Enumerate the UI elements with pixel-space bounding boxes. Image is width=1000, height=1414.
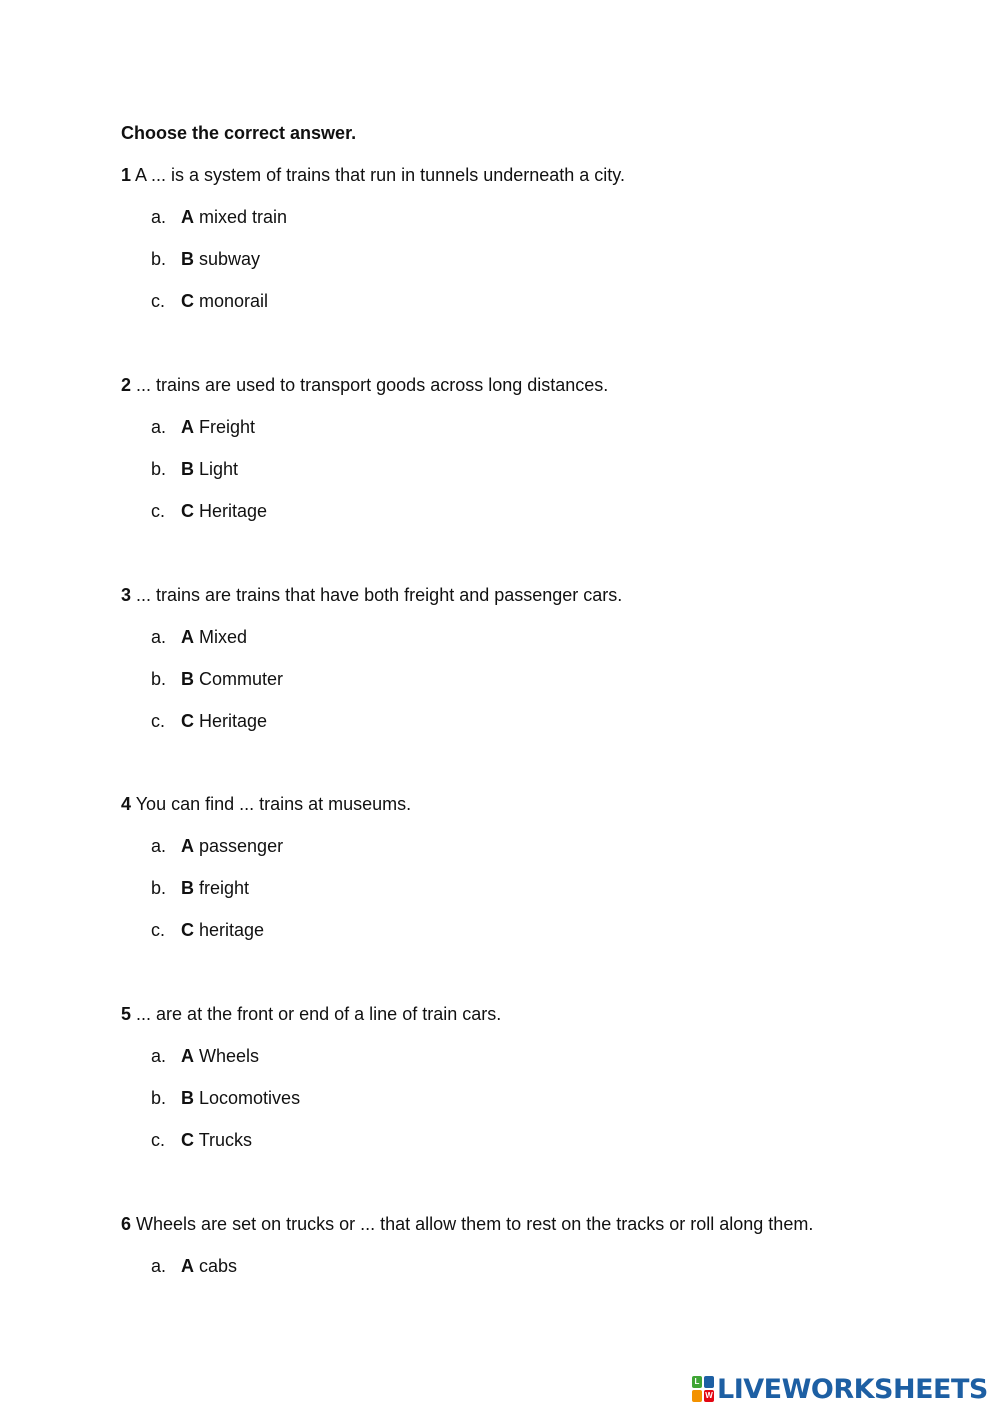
option-letter: A <box>181 836 194 856</box>
option-text: Light <box>199 459 239 479</box>
logo-icon-tile: W <box>705 1391 713 1400</box>
option-text: heritage <box>199 920 265 940</box>
option-letter: B <box>181 459 194 479</box>
option-text: Freight <box>199 417 256 437</box>
option-b[interactable] <box>121 247 941 271</box>
option-marker: b. <box>151 669 167 689</box>
option-letter: A <box>181 1046 194 1066</box>
option-text: Commuter <box>199 669 284 689</box>
option-marker: b. <box>151 249 167 269</box>
option-text: freight <box>199 878 250 898</box>
option-marker: c. <box>151 291 166 311</box>
question-number: 4 <box>121 794 132 814</box>
option-list <box>121 415 941 523</box>
option-letter: A <box>181 417 194 437</box>
option-a[interactable] <box>121 205 941 229</box>
option-letter: C <box>181 711 194 731</box>
logo-icon-tile: L <box>692 1376 702 1388</box>
option-letter: B <box>181 1088 194 1108</box>
question-number: 6 <box>121 1214 132 1234</box>
option-marker: b. <box>151 1088 167 1108</box>
logo-wordmark: LIVEWORKSHEETS <box>717 1373 988 1405</box>
option-text: passenger <box>199 836 284 856</box>
option-marker: b. <box>151 459 167 479</box>
option-a[interactable] <box>121 1254 941 1278</box>
option-list <box>121 1044 941 1152</box>
option-letter: B <box>181 878 194 898</box>
question-stem: A ... is a system of trains that run in tunnels underneath a city. <box>135 165 625 185</box>
option-c[interactable] <box>121 709 941 733</box>
question-text <box>121 163 941 187</box>
option-list <box>121 205 941 313</box>
question-6 <box>121 1212 941 1278</box>
question-number: 5 <box>121 1004 132 1024</box>
option-marker: c. <box>151 1130 166 1150</box>
liveworksheets-logo-icon <box>692 1376 714 1402</box>
instruction-heading: Choose the correct answer. <box>121 123 357 143</box>
option-text: mixed train <box>199 207 288 227</box>
question-stem: ... trains are used to transport goods across long distances. <box>136 375 609 395</box>
question-stem: ... trains are trains that have both freight and passenger cars. <box>136 585 623 605</box>
option-b[interactable] <box>121 1086 941 1110</box>
question-5 <box>121 1002 941 1152</box>
option-c[interactable] <box>121 1128 941 1152</box>
question-stem: ... are at the front or end of a line of train cars. <box>136 1004 502 1024</box>
option-text: Heritage <box>199 711 268 731</box>
option-list <box>121 625 941 733</box>
option-text: Wheels <box>199 1046 260 1066</box>
question-1 <box>121 163 941 313</box>
option-marker: b. <box>151 878 167 898</box>
question-stem: Wheels are set on trucks or ... that allow them to rest on the tracks or roll along them. <box>136 1214 814 1234</box>
option-letter: C <box>181 501 194 521</box>
option-a[interactable] <box>121 415 941 439</box>
question-text <box>121 373 941 397</box>
option-text: cabs <box>199 1256 238 1276</box>
option-text: Locomotives <box>199 1088 301 1108</box>
question-number: 1 <box>121 165 132 185</box>
question-number: 2 <box>121 375 132 395</box>
option-letter: A <box>181 207 194 227</box>
option-text: subway <box>199 249 261 269</box>
question-text <box>121 583 941 607</box>
option-marker: a. <box>151 627 167 647</box>
option-b[interactable] <box>121 876 941 900</box>
question-text <box>121 1002 941 1026</box>
option-marker: a. <box>151 207 167 227</box>
option-text: Mixed <box>199 627 248 647</box>
option-marker: a. <box>151 1256 167 1276</box>
option-marker: c. <box>151 711 166 731</box>
option-list <box>121 834 941 942</box>
option-letter: B <box>181 249 194 269</box>
option-a[interactable] <box>121 1044 941 1068</box>
option-marker: a. <box>151 417 167 437</box>
logo-icon-tile <box>692 1390 702 1402</box>
option-text: monorail <box>199 291 269 311</box>
option-marker: a. <box>151 836 167 856</box>
option-text: Trucks <box>198 1130 253 1150</box>
option-letter: A <box>181 1256 194 1276</box>
question-3 <box>121 583 941 733</box>
option-c[interactable] <box>121 499 941 523</box>
question-4 <box>121 792 941 942</box>
option-letter: C <box>181 1130 194 1150</box>
question-number: 3 <box>121 585 132 605</box>
option-marker: a. <box>151 1046 167 1066</box>
option-b[interactable] <box>121 457 941 481</box>
option-marker: c. <box>151 920 166 940</box>
option-letter: C <box>181 920 194 940</box>
option-c[interactable] <box>121 918 941 942</box>
option-letter: C <box>181 291 194 311</box>
option-a[interactable] <box>121 834 941 858</box>
option-c[interactable] <box>121 289 941 313</box>
question-2 <box>121 373 941 523</box>
logo-icon-tile <box>704 1376 714 1388</box>
question-text <box>121 1212 941 1236</box>
option-a[interactable] <box>121 625 941 649</box>
option-list <box>121 1254 941 1278</box>
option-letter: A <box>181 627 194 647</box>
option-text: Heritage <box>199 501 268 521</box>
question-stem: You can find ... trains at museums. <box>135 794 412 814</box>
option-b[interactable] <box>121 667 941 691</box>
option-marker: c. <box>151 501 166 521</box>
question-text <box>121 792 941 816</box>
option-letter: B <box>181 669 194 689</box>
liveworksheets-logo[interactable] <box>692 1372 988 1406</box>
